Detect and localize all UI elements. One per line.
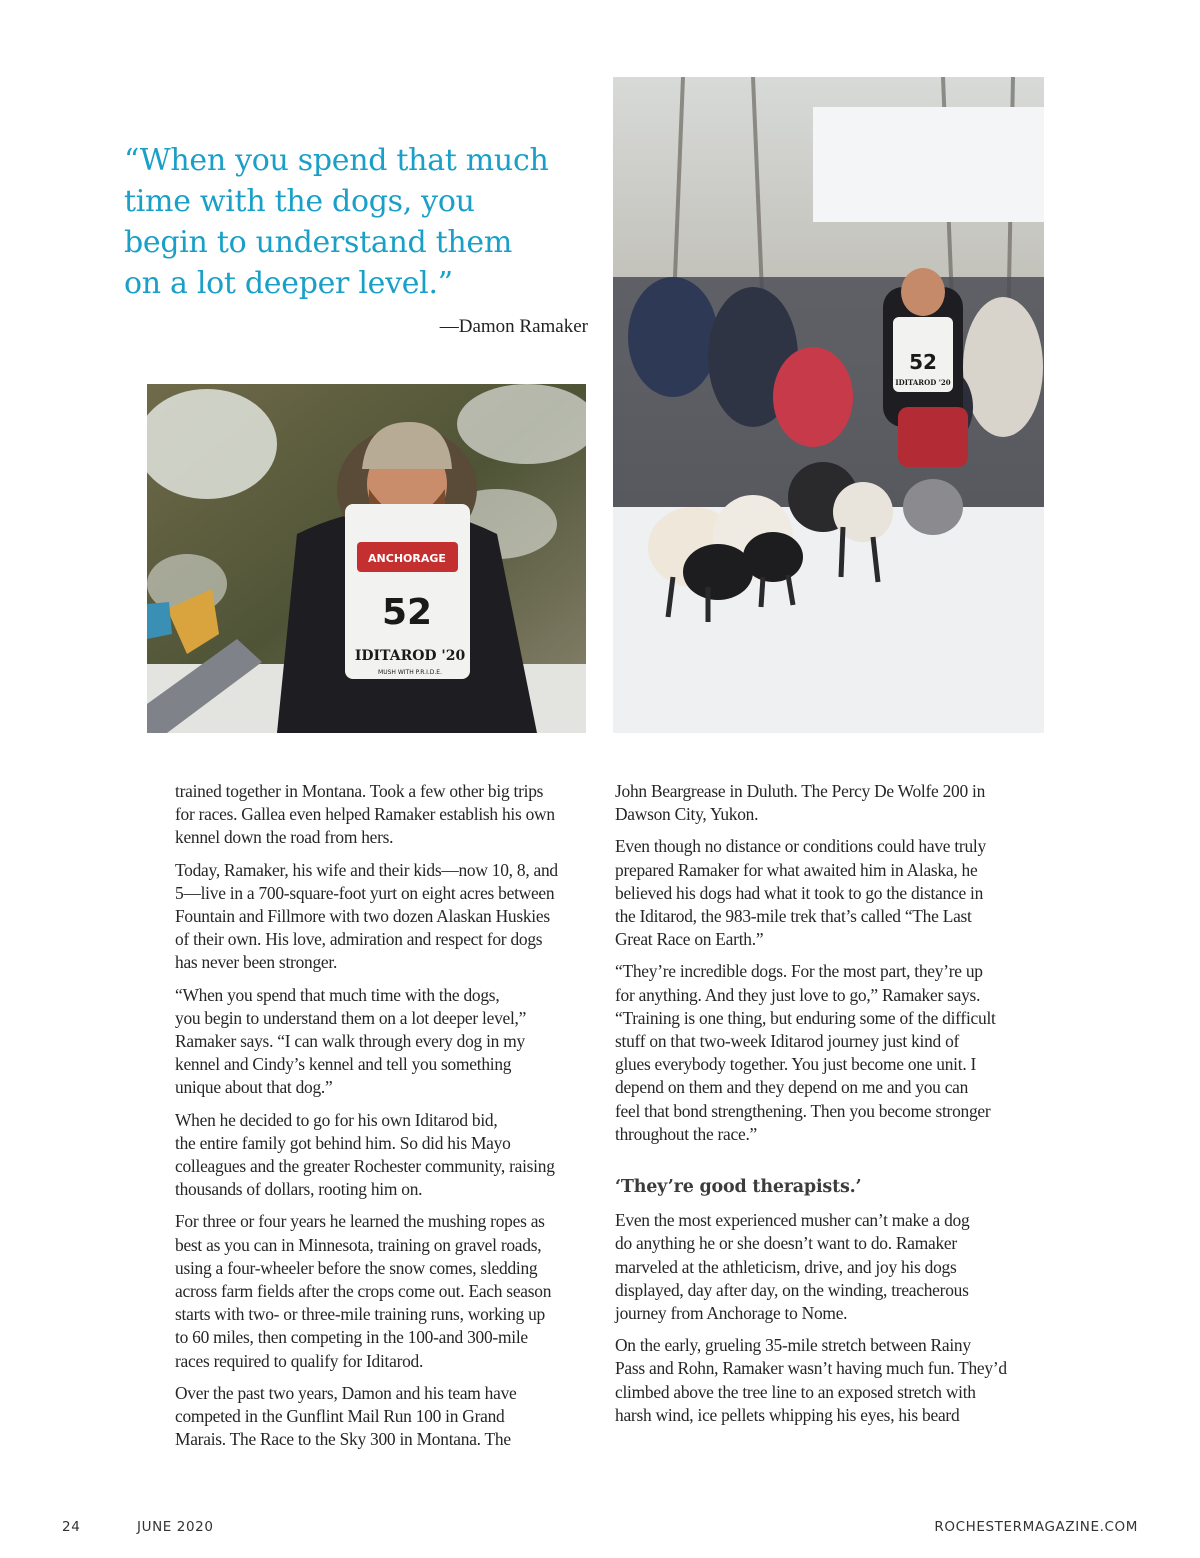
paragraph — [175, 1382, 589, 1452]
text-line: colleagues and the greater Rochester community, raising — [175, 1156, 555, 1177]
text-line: starts with two- or three-mile training runs, working up — [175, 1304, 545, 1325]
text-line: kennel and Cindy’s kennel and tell you something — [175, 1054, 512, 1075]
paragraph — [175, 1210, 589, 1372]
paragraph — [615, 1334, 1029, 1427]
paragraph — [615, 960, 1029, 1146]
text-line: for races. Gallea even helped Ramaker establish his own — [175, 804, 555, 825]
page-number: 24 — [62, 1519, 81, 1535]
text-line: When he decided to go for his own Iditarod bid, — [175, 1109, 498, 1130]
text-line: races required to qualify for Iditarod. — [175, 1350, 424, 1371]
text-line: competed in the Gunflint Mail Run 100 in Grand — [175, 1406, 505, 1427]
text-line: Fountain and Fillmore with two dozen Alaskan Huskies — [175, 906, 550, 927]
text-line: Pass and Rohn, Ramaker wasn’t having much fun. They’d — [615, 1358, 1007, 1379]
bib-race-text: IDITAROD '20 — [354, 648, 466, 664]
text-line: journey from Anchorage to Nome. — [615, 1303, 848, 1324]
text-line: using a four-wheeler before the snow comes, sledding — [175, 1257, 538, 1278]
text-line: Today, Ramaker, his wife and their kids—now 10, 8, and — [175, 859, 558, 880]
text-line: trained together in Montana. Took a few other big trips — [175, 781, 544, 801]
team-bib-race-text: IDITAROD '20 — [895, 378, 951, 387]
paragraph — [175, 1109, 589, 1202]
article-column-left — [175, 780, 589, 1460]
pull-quote — [124, 140, 594, 304]
text-line: “Training is one thing, but enduring some of the difficult — [615, 1007, 996, 1028]
text-line: harsh wind, ice pellets whipping his eyes, his beard — [615, 1404, 960, 1425]
text-line: believed his dogs had what it took to go the distance in — [615, 882, 984, 903]
text-line: On the early, grueling 35-mile stretch between Rainy — [615, 1335, 971, 1356]
pull-quote-attribution: —Damon Ramaker — [439, 316, 588, 337]
text-line: Over the past two years, Damon and his team have — [175, 1382, 517, 1403]
paragraph — [615, 1209, 1029, 1325]
text-line: Dawson City, Yukon. — [615, 804, 759, 825]
pull-quote-line: “When you spend that much — [124, 143, 549, 178]
text-line: thousands of dollars, rooting him on. — [175, 1179, 423, 1200]
text-line: across farm fields after the crops come out. Each season — [175, 1281, 552, 1302]
text-line: the Iditarod, the 983-mile trek that’s called “The Last — [615, 906, 972, 927]
text-line: best as you can in Minnesota, training on gravel roads, — [175, 1234, 542, 1255]
text-line: stuff on that two-week Iditarod journey just kind of — [615, 1031, 960, 1052]
text-line: Great Race on Earth.” — [615, 929, 764, 950]
text-line: 5—live in a 700-square-foot yurt on eight acres between — [175, 882, 555, 903]
text-line: do anything he or she doesn’t want to do. Ramaker — [615, 1233, 957, 1254]
text-line: throughout the race.” — [615, 1123, 758, 1144]
text-line: you begin to understand them on a lot deeper level,” — [175, 1007, 527, 1028]
text-line: for anything. And they just love to go,” Ramaker says. — [615, 984, 981, 1005]
text-line: of their own. His love, admiration and respect for dogs — [175, 929, 543, 950]
text-line: displayed, day after day, on the winding, treacherous — [615, 1279, 969, 1300]
bib-motto-text: MUSH WITH P.R.I.D.E. — [378, 669, 442, 676]
pull-quote-line: time with the dogs, you — [124, 184, 475, 219]
text-line: unique about that dog.” — [175, 1077, 333, 1098]
text-line: Marais. The Race to the Sky 300 in Montana. The — [175, 1429, 511, 1450]
section-subhead: ‘They’re good therapists.’ — [615, 1177, 862, 1198]
dog-team-photo — [613, 77, 1044, 733]
article-column-right — [615, 780, 1029, 1436]
text-line: depend on them and they depend on me and you can — [615, 1077, 969, 1098]
text-line: the entire family got behind him. So did his Mayo — [175, 1132, 511, 1153]
bib-number-text: 52 — [381, 592, 433, 633]
site-url: ROCHESTERMAGAZINE.COM — [934, 1519, 1138, 1535]
musher-photo — [147, 384, 586, 733]
pull-quote-line: on a lot deeper level.” — [124, 266, 453, 301]
text-line: feel that bond strengthening. Then you become stronger — [615, 1100, 991, 1121]
paragraph — [175, 780, 589, 850]
text-line: For three or four years he learned the mushing ropes as — [175, 1211, 545, 1232]
team-bib-number-text: 52 — [909, 350, 937, 374]
text-line: has never been stronger. — [175, 952, 338, 973]
text-line: climbed above the tree line to an exposed stretch with — [615, 1381, 976, 1402]
paragraph — [615, 835, 1029, 951]
text-line: Even the most experienced musher can’t make a dog — [615, 1210, 970, 1231]
text-line: to 60 miles, then competing in the 100-and 300-mile — [175, 1327, 528, 1348]
text-line: “They’re incredible dogs. For the most part, they’re up — [615, 961, 983, 982]
text-line: glues everybody together. You just become one unit. I — [615, 1054, 977, 1075]
text-line: prepared Ramaker for what awaited him in Alaska, he — [615, 859, 978, 880]
text-line: marveled at the athleticism, drive, and joy his dogs — [615, 1256, 957, 1277]
bib-sponsor-text: ANCHORAGE — [368, 552, 446, 565]
text-line: kennel down the road from hers. — [175, 827, 394, 848]
issue-date: JUNE 2020 — [137, 1519, 214, 1535]
text-line: “When you spend that much time with the dogs, — [175, 984, 500, 1005]
text-line: Even though no distance or conditions could have truly — [615, 836, 986, 857]
paragraph — [175, 984, 589, 1100]
paragraph — [175, 859, 589, 975]
text-line: John Beargrease in Duluth. The Percy De Wolfe 200 in — [615, 781, 986, 801]
pull-quote-line: begin to understand them — [124, 225, 512, 260]
text-line: Ramaker says. “I can walk through every dog in my — [175, 1031, 525, 1052]
paragraph — [615, 780, 1029, 826]
